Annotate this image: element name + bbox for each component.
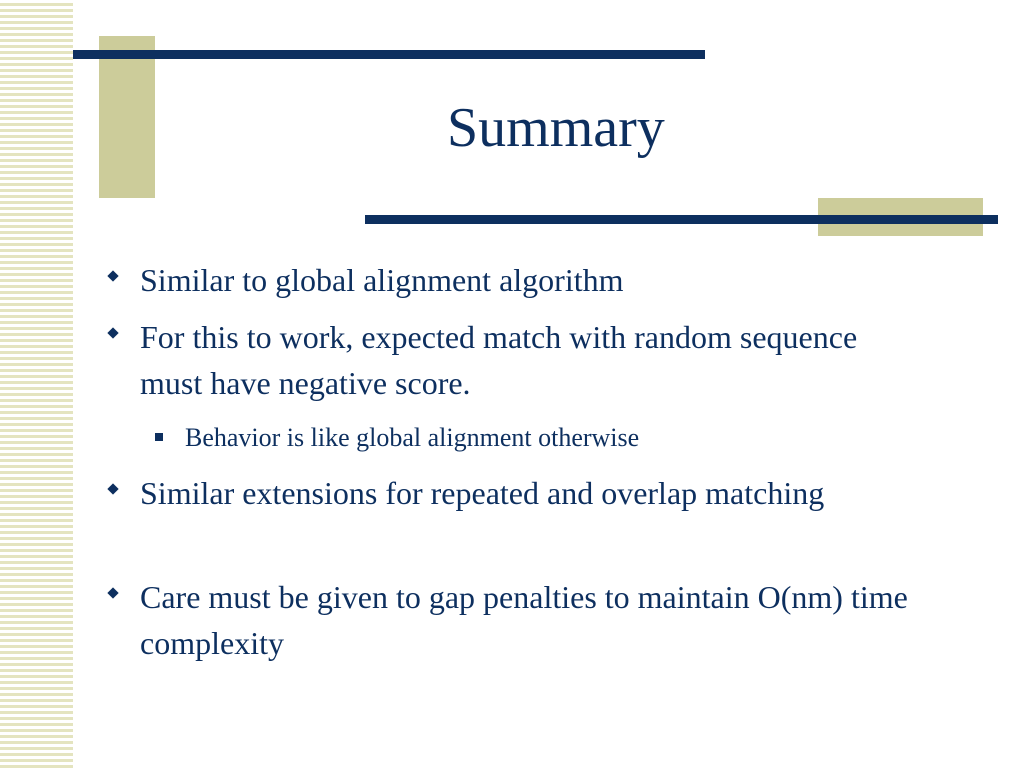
bullet-text: Similar extensions for repeated and overlap matching bbox=[140, 475, 825, 511]
bullet-item bbox=[107, 257, 907, 303]
diamond-bullet-icon bbox=[107, 270, 120, 283]
sub-bullet-item bbox=[155, 421, 855, 455]
bullet-item bbox=[107, 574, 907, 666]
decorative-block-left bbox=[99, 36, 155, 198]
bullet-text: Similar to global alignment algorithm bbox=[140, 262, 624, 298]
diamond-bullet-icon bbox=[107, 327, 120, 340]
square-bullet-icon bbox=[155, 433, 163, 441]
bullet-text: For this to work, expected match with random sequence must have negative score. bbox=[140, 319, 858, 401]
title-rule-top bbox=[73, 50, 705, 59]
bullet-item bbox=[107, 470, 907, 516]
bullet-item bbox=[107, 314, 907, 406]
striped-side-band bbox=[0, 0, 73, 768]
title-rule-bottom bbox=[365, 215, 998, 224]
sub-bullet-text: Behavior is like global alignment otherwise bbox=[185, 423, 640, 452]
diamond-bullet-icon bbox=[107, 483, 120, 496]
diamond-bullet-icon bbox=[107, 587, 120, 600]
bullet-text: Care must be given to gap penalties to maintain O(nm) time complexity bbox=[140, 579, 908, 661]
slide-title: Summary bbox=[447, 97, 665, 159]
